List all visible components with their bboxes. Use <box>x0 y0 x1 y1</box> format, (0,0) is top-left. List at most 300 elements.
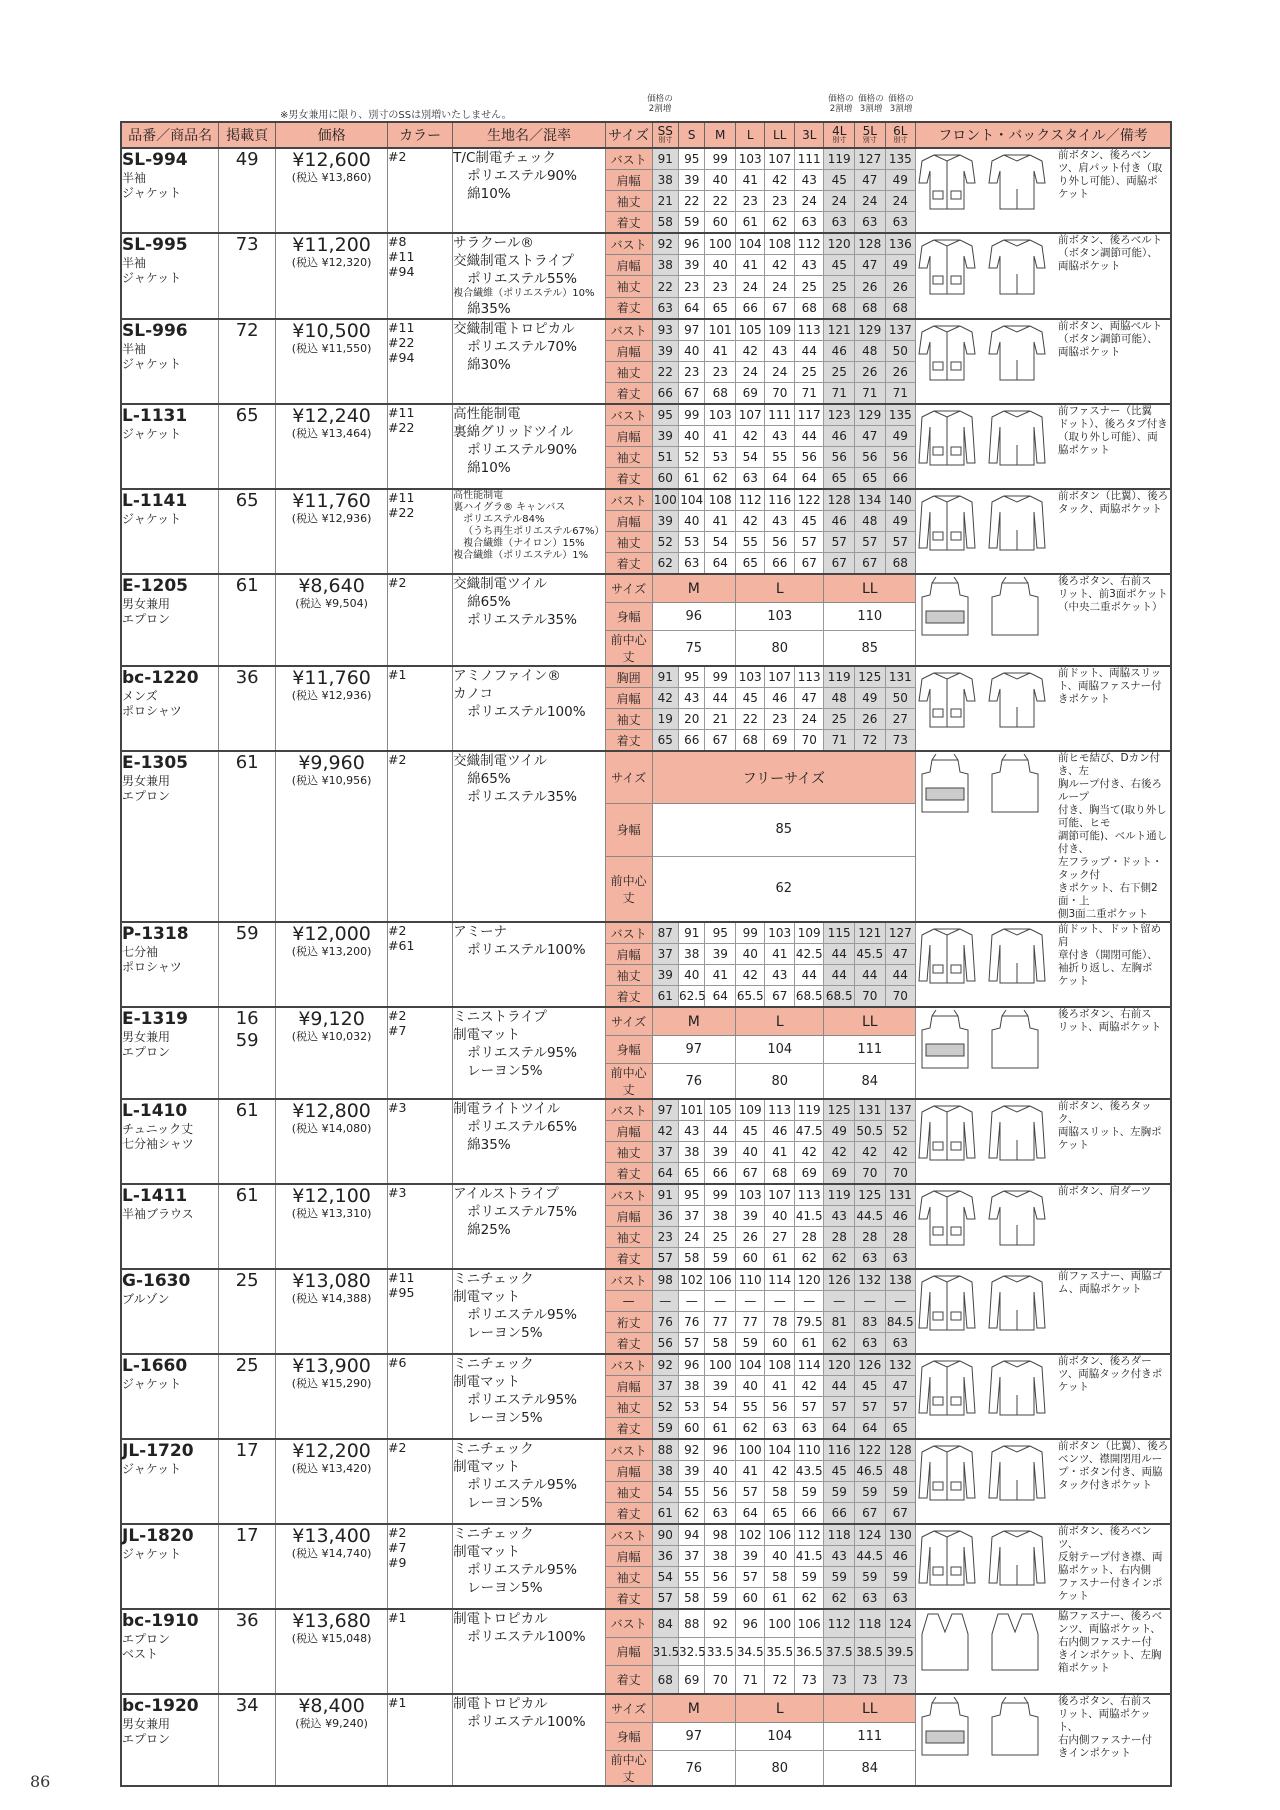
fabric-line: T/C制電チェック <box>453 150 556 166</box>
fabric-line: ポリエステル90% <box>467 168 577 184</box>
measure-value: 70 <box>885 986 916 1008</box>
product-cell <box>121 1524 219 1609</box>
measure-value: 128 <box>824 489 855 511</box>
measure-value: 67 <box>705 730 736 752</box>
measure-value: 131 <box>855 1099 886 1121</box>
remarks-cell <box>1058 1609 1171 1694</box>
measure-value: 61 <box>652 1503 678 1525</box>
remark-line: 前ドット、ドット留め肩 <box>1057 923 1162 948</box>
tax-price: (税込 ¥14,080) <box>291 1122 372 1135</box>
page-ref: 49 <box>219 148 276 233</box>
measure-value: 21 <box>705 709 736 730</box>
apron-front-strap <box>932 577 958 583</box>
measure-value: 137 <box>885 1099 916 1121</box>
measure-value: 42 <box>765 255 795 276</box>
measure-label: 肩幅 <box>605 1376 652 1397</box>
measure-value: 101 <box>705 319 736 341</box>
measure-value: 55 <box>679 1482 705 1503</box>
measure-value: 68 <box>885 553 916 575</box>
measure-value: 78 <box>765 1312 795 1333</box>
fabric-line: ポリエステル70% <box>467 339 577 355</box>
measure-value: 80 <box>735 631 824 667</box>
measure-value: 119 <box>794 1099 824 1121</box>
measure-value: 107 <box>765 1184 795 1206</box>
measure-value: 59 <box>885 1567 916 1588</box>
product-name: 半袖 <box>122 256 147 270</box>
fabric-line: 制電トロピカル <box>453 1696 548 1712</box>
measure-value: 59 <box>824 1567 855 1588</box>
tax-price: (税込 ¥12,936) <box>291 512 372 525</box>
remark-line: ツ、両脇タック付きポ <box>1057 1368 1163 1380</box>
product-code: SL-995 <box>122 235 188 255</box>
measure-value: 63 <box>855 1333 886 1355</box>
measure-value: 107 <box>765 148 795 170</box>
measure-value: 99 <box>679 404 705 426</box>
measure-value: 58 <box>705 1333 736 1355</box>
product-row <box>121 319 1171 341</box>
remark-line: 前ボタン（比翼）、後ろ <box>1057 490 1169 502</box>
fabric-line: 綿30% <box>467 357 511 373</box>
measure-value: 48 <box>824 688 855 709</box>
measure-value: 71 <box>824 730 855 752</box>
measure-value: 68 <box>794 297 824 319</box>
measure-value: 107 <box>735 404 765 426</box>
measure-value: 113 <box>765 1099 795 1121</box>
fabric-line: 綿10% <box>467 186 511 202</box>
product-name: ジャケット <box>122 427 182 441</box>
page-ref <box>219 1007 276 1099</box>
measure-value: 94 <box>679 1524 705 1546</box>
measure-value: 56 <box>652 1333 678 1355</box>
product-row <box>121 574 1171 603</box>
price-note-4l: 価格の 2割増 <box>828 94 854 114</box>
product-row <box>121 1694 1171 1723</box>
measure-value: 91 <box>652 1184 678 1206</box>
measure-value: 106 <box>794 1609 824 1638</box>
measure-value: 43 <box>824 1546 855 1567</box>
color-code: #2 <box>388 923 407 938</box>
measure-value: 43 <box>765 965 795 986</box>
remarks-cell <box>1058 1099 1171 1184</box>
size-head: L <box>735 1694 824 1723</box>
product-name: ジャケット <box>122 1462 182 1476</box>
measure-value: 120 <box>794 1269 824 1291</box>
color-cell <box>388 922 453 1007</box>
remarks-cell <box>1058 489 1171 574</box>
product-cell <box>121 1609 219 1694</box>
tax-price: (税込 ¥9,504) <box>295 597 368 610</box>
measure-value: 112 <box>794 1524 824 1546</box>
measure-label: 前中心丈 <box>605 631 652 667</box>
style-image-cell <box>916 319 1058 404</box>
measure-label: 着丈 <box>605 383 652 405</box>
apron-back-strap <box>1002 577 1028 583</box>
measure-value: 59 <box>705 1248 736 1270</box>
measure-value: 68 <box>765 1163 795 1185</box>
measure-value: 59 <box>794 1567 824 1588</box>
measure-value: 50 <box>885 688 916 709</box>
measure-value: 41 <box>705 341 736 362</box>
measure-value: 55 <box>735 1397 765 1418</box>
measure-value: 88 <box>652 1439 678 1461</box>
measure-value: 40 <box>679 426 705 447</box>
product-name: ジャケット <box>122 271 182 285</box>
measure-label: バスト <box>605 1184 652 1206</box>
apron-back-shape <box>992 583 1038 635</box>
header-size-5l: 5L 別寸 <box>855 122 886 148</box>
measure-value: 106 <box>705 1269 736 1291</box>
product-cell <box>121 1694 219 1786</box>
measure-value: 43 <box>794 255 824 276</box>
tax-price: (税込 ¥13,860) <box>291 171 372 184</box>
remark-line: ケット <box>1057 975 1089 987</box>
fabric-line: ミニチェック <box>453 1271 534 1287</box>
measure-value: 128 <box>885 1439 916 1461</box>
price: ¥12,100 <box>292 1185 371 1207</box>
color-code: #3 <box>388 1100 407 1115</box>
measure-value: 104 <box>735 1354 765 1376</box>
fabric-line: 制電マット <box>453 1027 521 1043</box>
measure-value: 71 <box>885 383 916 405</box>
measure-value: 69 <box>735 383 765 405</box>
garment-illustration-jacket-long <box>916 1525 1050 1589</box>
measure-value: 43.5 <box>794 1461 824 1482</box>
measure-value: 59 <box>652 1418 678 1440</box>
fabric-line: ポリエステル100% <box>467 1714 586 1730</box>
measure-value: 25 <box>824 709 855 730</box>
measure-value: 63 <box>855 1248 886 1270</box>
measure-label: 着丈 <box>605 986 652 1008</box>
measure-label: 着丈 <box>605 553 652 575</box>
fabric-line: 制電マット <box>453 1374 521 1390</box>
measure-value: 113 <box>794 1184 824 1206</box>
tax-price: (税込 ¥14,740) <box>291 1547 372 1560</box>
measure-value: 76 <box>652 1064 735 1100</box>
apron-front-strap <box>932 754 958 760</box>
fabric-cell <box>453 1524 606 1609</box>
fabric-line: 綿65% <box>467 594 511 610</box>
price: ¥12,000 <box>292 923 371 945</box>
product-cell <box>121 1439 219 1524</box>
measure-value: 46.5 <box>855 1461 886 1482</box>
measure-value: 100 <box>705 1354 736 1376</box>
measure-value: — <box>765 1291 795 1312</box>
measure-value: 47 <box>885 944 916 965</box>
style-image-cell <box>916 404 1058 489</box>
apron-back-shape <box>992 760 1038 812</box>
measure-value: 43 <box>765 511 795 532</box>
fabric-line: ポリエステル100% <box>467 1629 586 1645</box>
measure-value: 42 <box>652 1121 678 1142</box>
measure-value: 92 <box>652 1354 678 1376</box>
measure-value: 104 <box>765 1439 795 1461</box>
measure-value: 73 <box>794 1666 824 1695</box>
measure-value: 60 <box>765 1333 795 1355</box>
fabric-line: ポリエステル75% <box>467 1204 577 1220</box>
remarks-cell <box>1058 319 1171 404</box>
color-cell <box>388 1439 453 1524</box>
measure-value: 24 <box>794 191 824 212</box>
measure-label: 肩幅 <box>605 1546 652 1567</box>
measure-value: 57 <box>679 1333 705 1355</box>
product-name: 男女兼用 <box>122 774 171 788</box>
measure-value: 42 <box>652 688 678 709</box>
remark-line: 脇ポケット <box>1057 444 1110 456</box>
remark-line: 前ボタン、両脇ベルト <box>1057 320 1163 332</box>
remark-line: 前ボタン、後ろダー <box>1057 1355 1152 1367</box>
measure-value: 69 <box>765 730 795 752</box>
color-cell <box>388 1354 453 1439</box>
style-image-cell <box>916 489 1058 574</box>
tax-price: (税込 ¥15,290) <box>291 1377 372 1390</box>
measure-value: 45 <box>824 255 855 276</box>
product-cell <box>121 751 219 922</box>
apron-back-shape <box>992 1016 1038 1068</box>
product-code: JL-1820 <box>122 1526 194 1546</box>
header-size-3l: 3L <box>794 122 824 148</box>
tax-price: (税込 ¥9,240) <box>295 1717 368 1730</box>
measure-value: 135 <box>885 148 916 170</box>
size-head: LL <box>824 574 916 603</box>
measure-value: 67 <box>765 986 795 1008</box>
measure-label: 肩幅 <box>605 341 652 362</box>
fabric-line: 制電ライトツイル <box>453 1101 561 1117</box>
measure-value: 113 <box>794 666 824 688</box>
measure-value: 109 <box>765 319 795 341</box>
garment-illustration-jacket-long <box>916 405 1050 469</box>
fabric-line: 交織制電ストライプ <box>453 253 574 269</box>
measure-value: 41 <box>705 426 736 447</box>
measure-value: 69 <box>824 1163 855 1185</box>
garment-illustration-apron <box>916 1695 1050 1759</box>
color-cell <box>388 1524 453 1609</box>
fabric-line: 裏ハイグラ® キャンバス <box>453 502 566 513</box>
price-cell <box>276 1524 388 1609</box>
measure-label: 身幅 <box>605 1036 652 1064</box>
measure-value: 63 <box>735 468 765 490</box>
measure-value: 72 <box>855 730 886 752</box>
price-cell <box>276 922 388 1007</box>
remark-line: プ・ボタン付き、両脇 <box>1057 1466 1163 1478</box>
measure-label: 着丈 <box>605 1588 652 1610</box>
measure-value: 99 <box>735 922 765 944</box>
garment-illustration-blouson <box>916 1270 1050 1334</box>
product-row <box>121 1184 1171 1206</box>
color-cell <box>388 148 453 233</box>
product-name: ポロシャツ <box>122 704 182 718</box>
measure-value: 24 <box>824 191 855 212</box>
price: ¥11,760 <box>292 490 371 512</box>
size-head: LL <box>824 1694 916 1723</box>
remark-line: 両脇スリット、左胸ポ <box>1057 1126 1162 1138</box>
fabric-line: 制電マット <box>453 1459 521 1475</box>
measure-value: 103 <box>705 404 736 426</box>
measure-value: 69 <box>679 1666 705 1695</box>
apron-front-pocket <box>926 1731 964 1743</box>
measure-value: 125 <box>855 1184 886 1206</box>
measure-value: 63 <box>885 1248 916 1270</box>
measure-label: 着丈 <box>605 1503 652 1525</box>
measure-value: 45 <box>824 1461 855 1482</box>
measure-value: 70 <box>855 986 886 1008</box>
measure-value: 98 <box>705 1524 736 1546</box>
measure-value: 85 <box>824 631 916 667</box>
fabric-cell <box>453 148 606 233</box>
measure-value: 87 <box>652 922 678 944</box>
measure-value: 95 <box>679 148 705 170</box>
page-ref: 17 <box>219 1439 276 1524</box>
measure-value: 23 <box>735 191 765 212</box>
measure-value: 62 <box>735 1418 765 1440</box>
remark-line: 左フラップ・ドット・タック付 <box>1057 856 1163 881</box>
price-cell <box>276 574 388 666</box>
measure-value: 93 <box>652 319 678 341</box>
product-cell <box>121 1099 219 1184</box>
measure-value: 109 <box>794 922 824 944</box>
measure-value: 22 <box>705 191 736 212</box>
measure-value: 41 <box>705 511 736 532</box>
measure-label: 袖丈 <box>605 191 652 212</box>
measure-label: 着丈 <box>605 1248 652 1270</box>
measure-value: 40 <box>765 1546 795 1567</box>
measure-label: — <box>605 1291 652 1312</box>
fabric-cell <box>453 1184 606 1269</box>
measure-value: 127 <box>855 148 886 170</box>
measure-value: 110 <box>824 603 916 631</box>
price-cell <box>276 1007 388 1099</box>
header-page: 掲載頁 <box>219 122 276 148</box>
measure-value: 112 <box>794 233 824 255</box>
apron-front-shape <box>922 583 968 635</box>
measure-value: 119 <box>824 148 855 170</box>
remark-line: 前ボタン、後ろタック、 <box>1057 1100 1152 1125</box>
measure-value: 41 <box>765 944 795 965</box>
remark-line: きインポケット <box>1057 1747 1131 1759</box>
measure-value: 116 <box>824 1439 855 1461</box>
measure-value: 39 <box>679 255 705 276</box>
color-cell <box>388 1007 453 1099</box>
measure-value: 61 <box>735 212 765 234</box>
remark-line: 前ドット、両脇スリッ <box>1057 667 1162 679</box>
fabric-line: （うち再生ポリエステル67%） <box>463 526 605 537</box>
page-ref: 61 <box>219 1099 276 1184</box>
measure-value: 115 <box>824 922 855 944</box>
measure-value: 24 <box>855 191 886 212</box>
measure-value: 63 <box>885 212 916 234</box>
remark-line: ム、両脇ポケット <box>1057 1283 1142 1295</box>
price: ¥13,680 <box>292 1610 371 1632</box>
measure-value: 64 <box>765 468 795 490</box>
measure-value: 47 <box>855 170 886 191</box>
header-size-ll: LL <box>765 122 795 148</box>
price: ¥12,240 <box>292 405 371 427</box>
measure-value: 46 <box>885 1546 916 1567</box>
price-cell <box>276 404 388 489</box>
measure-value: 19 <box>652 709 678 730</box>
measure-value: 47 <box>855 426 886 447</box>
garment-illustration-jacket-long <box>916 1440 1050 1504</box>
fabric-cell <box>453 489 606 574</box>
measure-label: 身幅 <box>605 1723 652 1751</box>
measure-value: 39 <box>705 1142 736 1163</box>
price-cell <box>276 1694 388 1786</box>
style-image-cell <box>916 1694 1058 1786</box>
tax-price: (税込 ¥13,464) <box>291 427 372 440</box>
measure-value: 39 <box>679 170 705 191</box>
fabric-line: ポリエステル100% <box>467 704 586 720</box>
price: ¥10,500 <box>292 320 371 342</box>
measure-value: 68.5 <box>824 986 855 1008</box>
measure-value: 105 <box>735 319 765 341</box>
measure-value: 125 <box>855 666 886 688</box>
fabric-cell <box>453 574 606 666</box>
measure-value: 31.5 <box>652 1638 678 1666</box>
fabric-line: カノコ <box>453 686 493 702</box>
measure-value: 137 <box>885 319 916 341</box>
measure-value: 59 <box>794 1482 824 1503</box>
measure-value: 65 <box>652 730 678 752</box>
measure-value: 96 <box>705 1439 736 1461</box>
measure-value: 66 <box>735 297 765 319</box>
measure-value: 50 <box>885 341 916 362</box>
measure-value: 57 <box>855 1397 886 1418</box>
style-image-cell <box>916 1184 1058 1269</box>
measure-value: 112 <box>735 489 765 511</box>
remark-line: ンツ、両脇ポケット、 <box>1057 1623 1161 1635</box>
measure-value: 38 <box>705 1206 736 1227</box>
measure-value: 43 <box>824 1206 855 1227</box>
product-code: bc-1220 <box>122 668 199 688</box>
measure-value: 73 <box>855 1666 886 1695</box>
measure-label: 肩幅 <box>605 1121 652 1142</box>
fabric-cell <box>453 922 606 1007</box>
measure-value: 85 <box>652 804 915 856</box>
product-cell <box>121 489 219 574</box>
garment-illustration-jacket-short <box>916 149 1050 213</box>
measure-value: 24 <box>765 362 795 383</box>
measure-value: 75 <box>652 631 735 667</box>
measure-value: 65 <box>885 1418 916 1440</box>
product-name: ジャケット <box>122 512 182 526</box>
measure-value: 77 <box>735 1312 765 1333</box>
measure-value: 121 <box>824 319 855 341</box>
measure-value: 46 <box>824 426 855 447</box>
measure-value: 60 <box>652 468 678 490</box>
remark-line: リット、両脇ポケット <box>1057 1021 1162 1033</box>
measure-value: 68 <box>705 383 736 405</box>
measure-value: 129 <box>855 319 886 341</box>
header-size-ss: SS 別寸 <box>652 122 678 148</box>
remark-line: 前ボタン、後ろベン <box>1057 149 1152 161</box>
product-code: L-1141 <box>122 491 188 511</box>
garment-illustration-apron <box>916 1008 1050 1072</box>
measure-value: 40 <box>679 341 705 362</box>
measure-value: 24 <box>735 276 765 297</box>
fabric-cell <box>453 1099 606 1184</box>
measure-value: 43 <box>679 688 705 709</box>
tax-price: (税込 ¥13,310) <box>291 1207 372 1220</box>
size-head: L <box>735 1007 824 1036</box>
measure-label: 肩幅 <box>605 1206 652 1227</box>
remarks-cell <box>1058 1354 1171 1439</box>
product-row <box>121 489 1171 511</box>
measure-value: 124 <box>885 1609 916 1638</box>
measure-value: 34.5 <box>735 1638 765 1666</box>
measure-value: 38 <box>652 255 678 276</box>
measure-value: 84 <box>824 1751 916 1787</box>
fabric-line: 制電トロピカル <box>453 1611 548 1627</box>
product-row <box>121 1007 1171 1036</box>
